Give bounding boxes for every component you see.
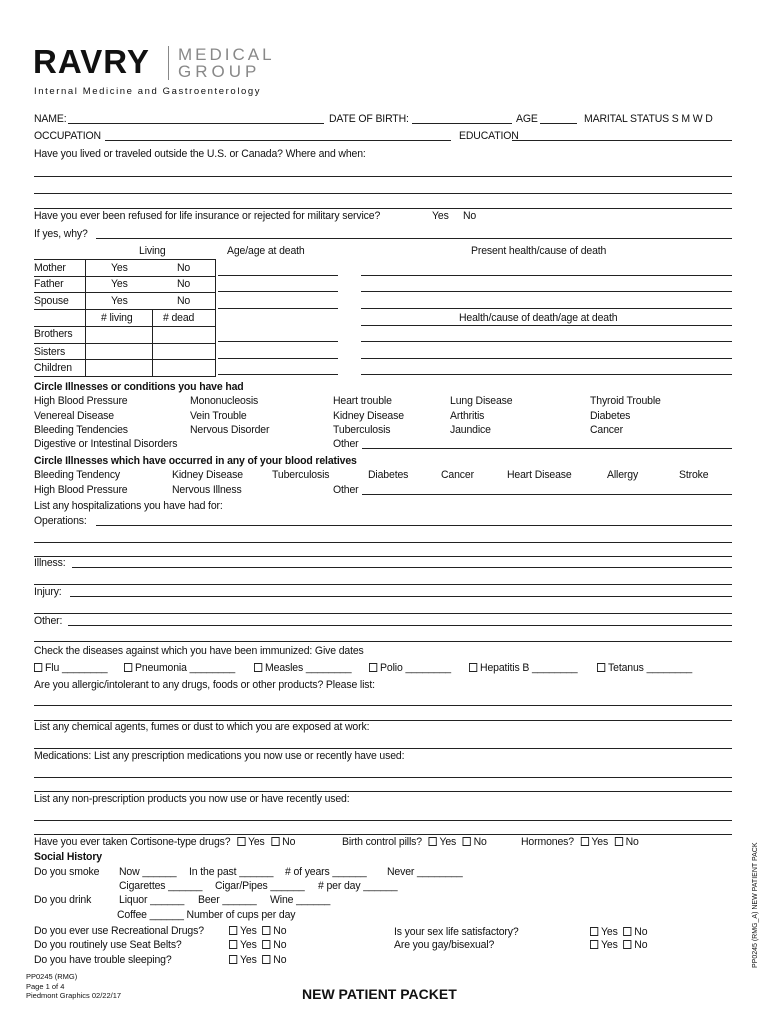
no-label: No xyxy=(625,836,639,848)
travel-line-3[interactable] xyxy=(34,208,732,209)
no-label: No xyxy=(273,939,287,951)
sleeping-question: Do you have trouble sleeping? xyxy=(34,954,172,966)
illness-item[interactable]: Vein Trouble xyxy=(190,410,247,422)
side-label: PP0245 (RMG_A) NEW PATIENT PACK xyxy=(752,842,759,968)
meds-line-2[interactable] xyxy=(34,791,732,792)
children-label: Children xyxy=(34,362,72,374)
checkbox-icon[interactable] xyxy=(229,926,237,935)
illnesses-heading: Circle Illnesses or conditions you have had xyxy=(34,381,244,393)
never-label: Never xyxy=(387,866,415,878)
health-line-3[interactable] xyxy=(361,308,732,309)
illness-item[interactable]: Arthritis xyxy=(450,410,485,422)
allergic-line-1[interactable] xyxy=(34,705,732,706)
other-input[interactable] xyxy=(68,614,732,626)
immunization-label: Measles xyxy=(265,662,304,674)
checkbox-icon[interactable] xyxy=(237,837,245,846)
checkbox-icon[interactable] xyxy=(428,837,436,846)
cigarettes-label: Cigarettes xyxy=(119,880,166,892)
other-line-2[interactable] xyxy=(34,641,732,642)
no-label: No xyxy=(282,836,296,848)
mother-yes[interactable]: Yes xyxy=(111,262,128,274)
illness-item[interactable]: Venereal Disease xyxy=(34,410,114,422)
relative-item[interactable]: Heart Disease xyxy=(507,469,572,481)
occupation-input[interactable] xyxy=(105,129,451,141)
hosp-label: List any hospitalizations you have had for: xyxy=(34,500,223,512)
drink-label: Do you drink xyxy=(34,894,92,906)
meds-question: Medications: List any prescription medications you now use or recently have used: xyxy=(34,750,405,762)
checkbox-icon[interactable] xyxy=(271,837,279,846)
age-death-line-1[interactable] xyxy=(218,275,338,276)
relative-item[interactable]: Nervous Illness xyxy=(172,484,242,496)
brand-subtitle: Internal Medicine and Gastroenterology xyxy=(34,86,262,97)
table-hline-5 xyxy=(34,326,216,327)
yes-label: Yes xyxy=(591,836,609,848)
illness-item[interactable]: Kidney Disease xyxy=(333,410,404,422)
relative-item[interactable]: Tuberculosis xyxy=(272,469,330,481)
smoke-never[interactable]: Never ________ xyxy=(387,866,463,878)
father-yes[interactable]: Yes xyxy=(111,278,128,290)
yes-label: Yes xyxy=(240,939,257,951)
dob-input[interactable] xyxy=(412,112,512,124)
checkbox-icon[interactable] xyxy=(590,927,598,936)
gay-options xyxy=(590,939,647,951)
illness-item[interactable]: Lung Disease xyxy=(450,395,513,407)
yes-label: Yes xyxy=(240,925,257,937)
operations-input[interactable] xyxy=(96,514,732,526)
health-cause-header: Health/cause of death/age at death xyxy=(459,312,618,324)
checkbox-icon[interactable] xyxy=(469,663,477,672)
chemical-line-1[interactable] xyxy=(34,748,732,749)
living-header: Living xyxy=(139,245,166,257)
brand-name: RAVRY xyxy=(33,43,150,80)
illness-item[interactable]: Cancer xyxy=(590,424,623,436)
illness-item[interactable]: Bleeding Tendencies xyxy=(34,424,128,436)
wine-field[interactable]: Wine ______ xyxy=(270,894,331,906)
refused-no[interactable]: No xyxy=(463,210,477,222)
sisters-label: Sisters xyxy=(34,346,66,358)
travel-line-2[interactable] xyxy=(34,193,732,194)
immunization-label: Flu xyxy=(45,662,60,674)
operations-label: Operations: xyxy=(34,515,87,527)
checkbox-icon[interactable] xyxy=(229,955,237,964)
sleeping-options xyxy=(229,954,286,966)
illness-item[interactable]: Nervous Disorder xyxy=(190,424,270,436)
cigarettes-field[interactable]: Cigarettes ______ xyxy=(119,880,203,892)
travel-question: Have you lived or traveled outside the U.S. or Canada? Where and when: xyxy=(34,148,366,160)
immunization-pneumonia[interactable]: Pneumonia ________ xyxy=(124,662,235,674)
sex-life-options xyxy=(590,926,647,938)
checkbox-icon[interactable] xyxy=(229,940,237,949)
table-hline-4 xyxy=(34,309,216,310)
dob-label: DATE OF BIRTH: xyxy=(329,113,409,125)
no-label: No xyxy=(634,926,648,938)
immunization-label: Tetanus xyxy=(608,662,644,674)
coffee-label: Coffee xyxy=(117,909,147,921)
health-line-2[interactable] xyxy=(361,291,732,292)
checkbox-icon[interactable] xyxy=(597,663,605,672)
brand-group: GROUP xyxy=(178,62,261,81)
nonpresc-line-1[interactable] xyxy=(34,820,732,821)
footer-printer: Piedmont Graphics 02/22/17 xyxy=(26,991,122,1000)
health-line-1[interactable] xyxy=(361,275,732,276)
illness-item[interactable]: Thyroid Trouble xyxy=(590,395,661,407)
cups-label: Number of cups per day xyxy=(186,909,296,921)
allergic-question: Are you allergic/intolerant to any drugs, foods or other products? Please list: xyxy=(34,679,375,691)
checkbox-icon[interactable] xyxy=(615,837,623,846)
checkbox-icon[interactable] xyxy=(262,940,270,949)
relative-item[interactable]: Allergy xyxy=(607,469,639,481)
illness-label: Illness: xyxy=(34,557,66,569)
refused-question: Have you ever been refused for life insurance or rejected for military service? xyxy=(34,210,381,222)
age-death-header: Age/age at death xyxy=(227,245,305,257)
illness-item[interactable]: Tuberculosis xyxy=(333,424,391,436)
brothers-label: Brothers xyxy=(34,328,73,340)
health-line-7[interactable] xyxy=(361,374,732,375)
occupation-label: OCCUPATION xyxy=(34,130,101,142)
education-label: EDUCATION xyxy=(459,130,519,142)
illness-item[interactable]: Mononucleosis xyxy=(190,395,259,407)
meds-line-1[interactable] xyxy=(34,777,732,778)
nonpresc-question: List any non-prescription products you now use or have recently used: xyxy=(34,793,350,805)
illness-item[interactable]: Jaundice xyxy=(450,424,491,436)
immunization-polio[interactable]: Polio ________ xyxy=(369,662,451,674)
seatbelts-options xyxy=(229,939,286,951)
immunization-hepatitis[interactable]: Hepatitis B ________ xyxy=(469,662,578,674)
illness-other-label: Other xyxy=(333,438,359,450)
table-hline-8 xyxy=(34,376,216,377)
liquor-label: Liquor xyxy=(119,894,148,906)
years-label: # of years xyxy=(285,866,330,878)
present-health-header: Present health/cause of death xyxy=(471,245,607,257)
relative-other-input[interactable] xyxy=(362,483,732,495)
liquor-field[interactable]: Liquor ______ xyxy=(119,894,185,906)
footer-title: NEW PATIENT PACKET xyxy=(302,986,457,1002)
smoke-past[interactable]: In the past ______ xyxy=(189,866,274,878)
table-hline-3 xyxy=(34,292,216,293)
wine-label: Wine xyxy=(270,894,294,906)
relative-item[interactable]: High Blood Pressure xyxy=(34,484,128,496)
illness-item[interactable]: High Blood Pressure xyxy=(34,395,128,407)
immunization-label: Polio xyxy=(380,662,403,674)
injury-input[interactable] xyxy=(70,585,732,597)
checkbox-icon[interactable] xyxy=(124,663,132,672)
per-day-field[interactable]: # per day ______ xyxy=(318,880,398,892)
mother-no[interactable]: No xyxy=(177,262,191,274)
yes-label: Yes xyxy=(601,939,618,951)
beer-label: Beer xyxy=(198,894,220,906)
immunization-tetanus[interactable]: Tetanus ________ xyxy=(597,662,692,674)
checkbox-icon[interactable] xyxy=(262,955,270,964)
coffee-field[interactable]: Coffee ______ Number of cups per day xyxy=(117,909,296,921)
no-label: No xyxy=(473,836,487,848)
per-day-label: # per day xyxy=(318,880,361,892)
checkbox-icon[interactable] xyxy=(254,663,262,672)
checkbox-icon[interactable] xyxy=(463,837,471,846)
now-label: Now xyxy=(119,866,140,878)
age-input[interactable] xyxy=(540,112,577,124)
yes-label: Yes xyxy=(240,954,257,966)
drugs-question: Do you ever use Recreational Drugs? xyxy=(34,925,204,937)
yes-label: Yes xyxy=(439,836,457,848)
checkbox-icon[interactable] xyxy=(590,940,598,949)
refused-yes[interactable]: Yes xyxy=(432,210,449,222)
relative-item[interactable]: Kidney Disease xyxy=(172,469,243,481)
immunization-label: Pneumonia xyxy=(135,662,187,674)
no-label: No xyxy=(273,954,287,966)
brand-medical: MEDICAL xyxy=(178,45,275,64)
illness-item[interactable]: Heart trouble xyxy=(333,395,392,407)
relatives-heading: Circle Illnesses which have occurred in any of your blood relatives xyxy=(34,455,357,467)
no-label: No xyxy=(273,925,287,937)
num-dead-header: # dead xyxy=(163,312,195,324)
nonpresc-line-2[interactable] xyxy=(34,834,732,835)
age-death-line-2[interactable] xyxy=(218,291,338,292)
checkbox-icon[interactable] xyxy=(623,927,631,936)
table-hline-1 xyxy=(34,259,216,260)
table-hline-7 xyxy=(34,359,216,360)
illness-item[interactable]: Digestive or Intestinal Disorders xyxy=(34,438,178,450)
checkbox-icon[interactable] xyxy=(623,940,631,949)
if-yes-input[interactable] xyxy=(96,227,732,239)
name-label: NAME: xyxy=(34,113,67,125)
birth-control-label: Birth control pills? xyxy=(342,836,422,848)
spouse-label: Spouse xyxy=(34,295,69,307)
age-death-line-6[interactable] xyxy=(218,374,338,375)
name-input[interactable] xyxy=(68,112,324,124)
table-hline-6 xyxy=(34,343,216,344)
relative-item[interactable]: Cancer xyxy=(441,469,474,481)
other-label: Other: xyxy=(34,615,63,627)
immunization-flu[interactable]: Flu ________ xyxy=(34,662,107,674)
relative-other-label: Other xyxy=(333,484,359,496)
operations-line-2[interactable] xyxy=(34,542,732,543)
age-label: AGE xyxy=(516,113,538,125)
injury-label: Injury: xyxy=(34,586,62,598)
footer-page: Page 1 of 4 xyxy=(26,982,65,991)
footer-code: PP0245 (RMG) xyxy=(26,972,78,981)
smoke-now[interactable]: Now ______ xyxy=(119,866,177,878)
age-death-line-3[interactable] xyxy=(218,308,338,309)
logo-divider xyxy=(168,46,169,80)
travel-line-1[interactable] xyxy=(34,176,732,177)
if-yes-label: If yes, why? xyxy=(34,228,88,240)
spouse-yes[interactable]: Yes xyxy=(111,295,128,307)
table-hline-2 xyxy=(34,276,216,277)
relative-item[interactable]: Bleeding Tendency xyxy=(34,469,121,481)
immunization-measles[interactable]: Measles ________ xyxy=(254,662,351,674)
education-input[interactable] xyxy=(512,129,732,141)
chemical-question: List any chemical agents, fumes or dust to which you are exposed at work: xyxy=(34,721,370,733)
age-death-line-4[interactable] xyxy=(218,341,338,342)
illness-other-input[interactable] xyxy=(362,437,732,449)
health-line-5[interactable] xyxy=(361,341,732,342)
birth-control-question xyxy=(342,836,487,848)
seatbelts-question: Do you routinely use Seat Belts? xyxy=(34,939,182,951)
relative-item[interactable]: Stroke xyxy=(679,469,709,481)
hormones-label: Hormones? xyxy=(521,836,574,848)
cortisone-label: Have you ever taken Cortisone-type drugs? xyxy=(34,836,231,848)
age-death-line-5[interactable] xyxy=(218,358,338,359)
cigar-field[interactable]: Cigar/Pipes ______ xyxy=(215,880,305,892)
father-label: Father xyxy=(34,278,64,290)
drugs-options xyxy=(229,925,286,937)
beer-field[interactable]: Beer ______ xyxy=(198,894,257,906)
gay-question: Are you gay/bisexual? xyxy=(394,939,495,951)
checkbox-icon[interactable] xyxy=(369,663,377,672)
spouse-no[interactable]: No xyxy=(177,295,191,307)
yes-label: Yes xyxy=(601,926,618,938)
num-living-header: # living xyxy=(101,312,133,324)
yes-label: Yes xyxy=(247,836,265,848)
marital-status[interactable]: MARITAL STATUS S M W D xyxy=(584,113,713,125)
father-no[interactable]: No xyxy=(177,278,191,290)
no-label: No xyxy=(634,939,648,951)
immunization-heading: Check the diseases against which you have been immunized: Give dates xyxy=(34,645,364,657)
sex-life-question: Is your sex life satisfactory? xyxy=(394,926,519,938)
checkbox-icon[interactable] xyxy=(580,837,588,846)
past-label: In the past xyxy=(189,866,237,878)
checkbox-icon[interactable] xyxy=(34,663,42,672)
hormones-question xyxy=(521,836,639,848)
immunization-label: Hepatitis B xyxy=(480,662,530,674)
health-line-6[interactable] xyxy=(361,358,732,359)
cortisone-question xyxy=(34,836,295,848)
illness-item[interactable]: Diabetes xyxy=(590,410,631,422)
cigar-label: Cigar/Pipes xyxy=(215,880,268,892)
checkbox-icon[interactable] xyxy=(262,926,270,935)
health-line-4[interactable] xyxy=(361,325,732,326)
smoke-years[interactable]: # of years ______ xyxy=(285,866,367,878)
social-heading: Social History xyxy=(34,851,102,863)
mother-label: Mother xyxy=(34,262,66,274)
smoke-label: Do you smoke xyxy=(34,866,100,878)
relative-item[interactable]: Diabetes xyxy=(368,469,409,481)
illness-input[interactable] xyxy=(72,556,732,568)
